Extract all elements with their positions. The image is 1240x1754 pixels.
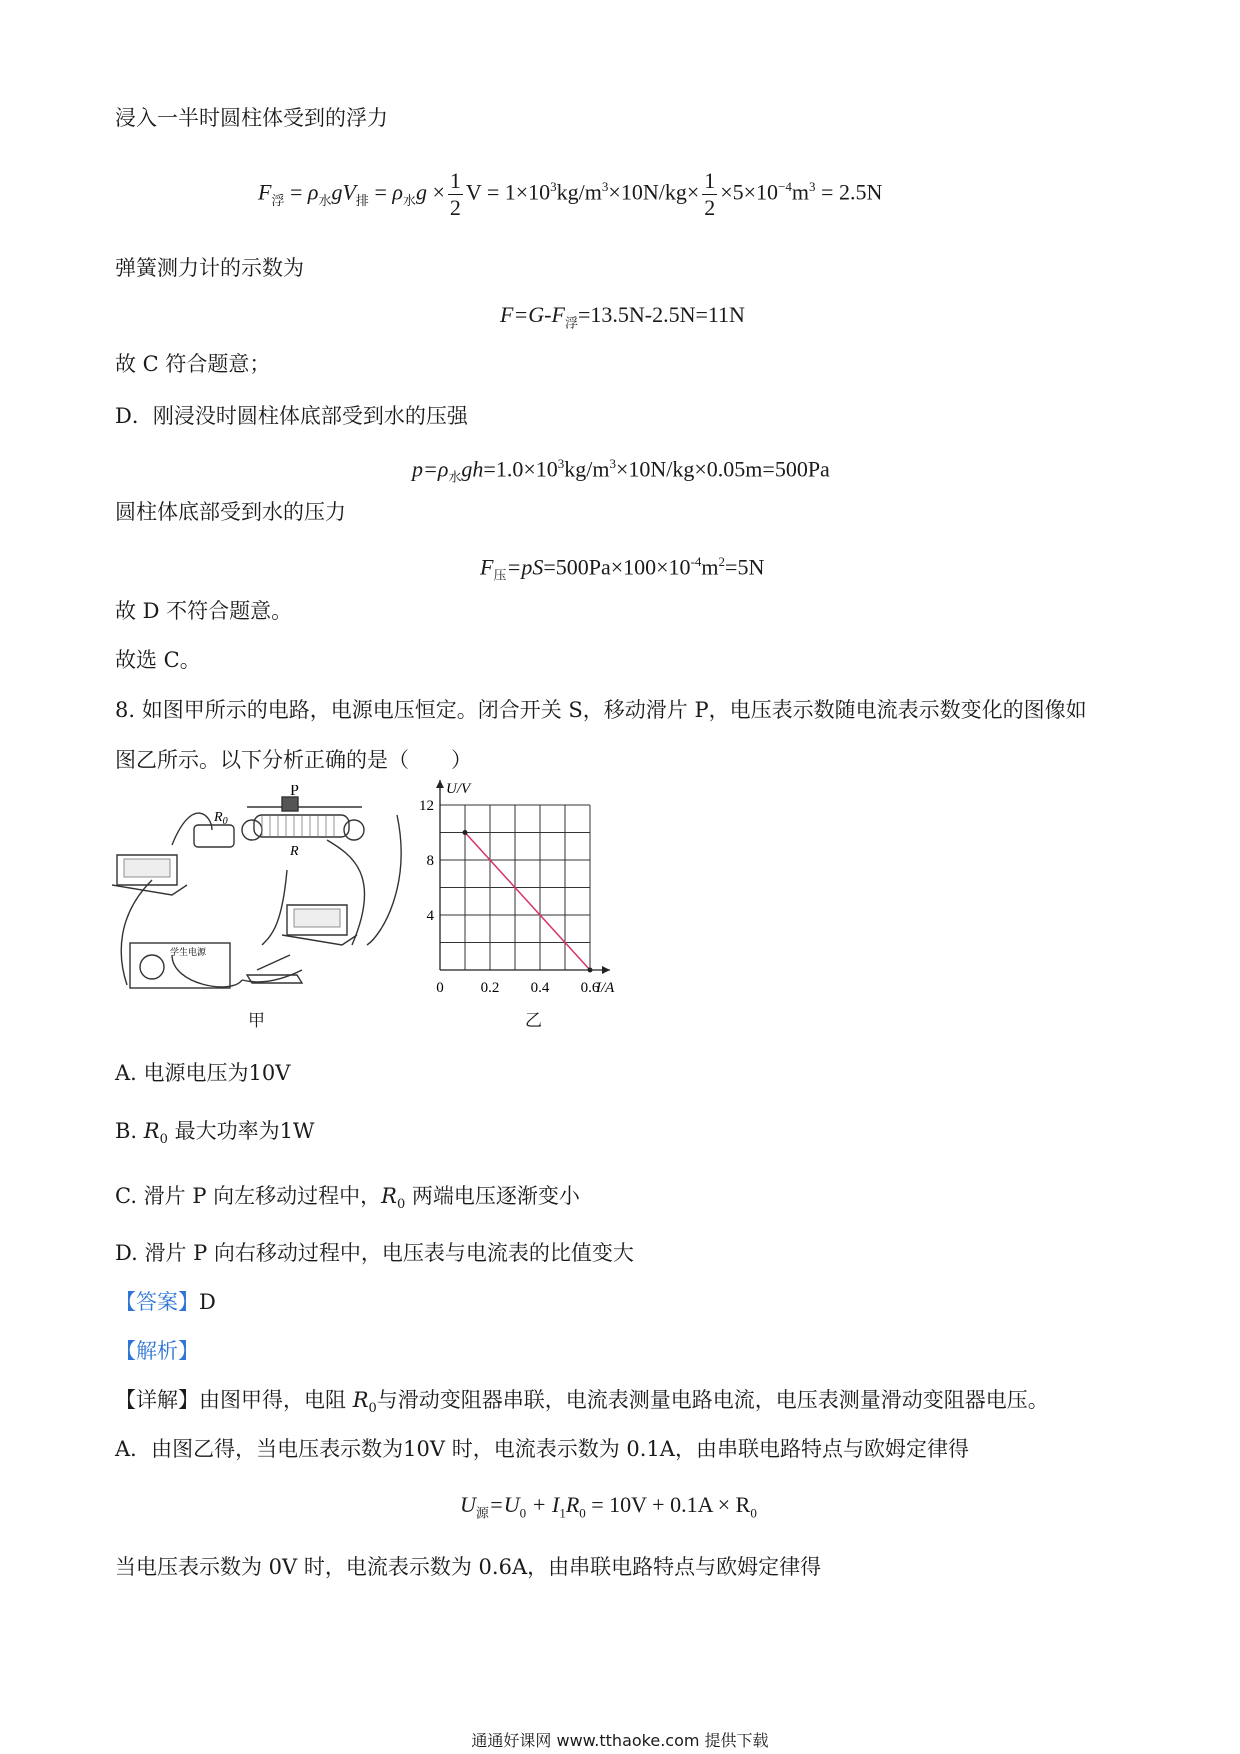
question-8-line1: 8. 如图甲所示的电路，电源电压恒定。闭合开关 S，移动滑片 P，电压表示数随电流表示数变化的图像如 xyxy=(115,698,1087,722)
source-voltage-equation: $U_源=U_0 + I_1R_0 = 10V + 0.1A \times R_0$ xyxy=(460,1492,757,1521)
question-8-line2: 图乙所示。以下分析正确的是（ ） xyxy=(115,748,472,772)
analysis-tag: 【解析】 xyxy=(115,1339,199,1363)
r0-label: $R_0$ xyxy=(214,810,228,827)
y-axis-arrow xyxy=(436,780,444,788)
x-axis-label: I/A xyxy=(596,980,615,996)
spring-scale-equation: $F=G-F_浮=13.5N-2.5N=11N$ xyxy=(500,302,745,331)
fraction-half: $\frac{1}{2}$ xyxy=(704,168,716,220)
x-axis-arrow xyxy=(602,966,610,974)
footer: 通通好课网 www.tthaoke.com 提供下载 xyxy=(471,1731,769,1750)
data-point xyxy=(463,830,468,835)
y-tick-label: 4 xyxy=(426,908,434,924)
option-a: A. 电源电压为10V xyxy=(115,1061,291,1085)
x-tick-label: 0 xyxy=(436,980,444,996)
y-tick-label: 8 xyxy=(426,853,434,869)
x-tick-label: 0.4 xyxy=(530,980,550,996)
text-line: 浸入一半时圆柱体受到的浮力 xyxy=(115,106,388,130)
y-tick-label: 12 xyxy=(419,798,434,814)
rheostat-r-label: R xyxy=(290,844,299,859)
text-line: 故选 C。 xyxy=(115,648,201,672)
detail-line: 【详解】由图甲得，电阻 $R_0$与滑动变阻器串联，电流表测量电路电流，电压表测量滑动变阻器电压。 xyxy=(115,1388,1049,1417)
slider-p-label: P xyxy=(290,785,299,799)
ui-chart xyxy=(400,775,670,1000)
x-tick-label: 0.6 xyxy=(580,980,600,996)
circuit-figure xyxy=(112,785,412,1005)
option-d: D. 滑片 P 向右移动过程中，电压表与电流表的比值变大 xyxy=(115,1241,634,1265)
x-tick-label: 0.2 xyxy=(480,980,500,996)
pressure-equation: $p=\rho_水gh=1.0\times 10^3kg/m^3\times 10N/kg\times 0.05m=500Pa$ xyxy=(412,456,830,485)
data-point xyxy=(588,968,593,973)
option-c: C. 滑片 P 向左移动过程中，$R_0$ 两端电压逐渐变小 xyxy=(115,1184,580,1213)
text-line: 弹簧测力计的示数为 xyxy=(115,256,304,280)
power-supply-label: 学生电源 xyxy=(170,947,207,957)
y-axis-label: U/V xyxy=(446,781,471,797)
text-line: 当电压表示数为 0V 时，电流表示数为 0.6A，由串联电路特点与欧姆定律得 xyxy=(115,1555,822,1579)
figure-label-yi: 乙 xyxy=(525,1011,542,1031)
series-line xyxy=(465,833,590,971)
buoyancy-equation: $F_浮 = \rho_水gV_排 = \rho_水g$ × $\frac{1}{2}$ $V = 1\times 10^3kg/m^3\times 10N/kg\times$ $\frac{1}{2}$ $\times 5\times 10^{-4}m^3 = 2.5N$ xyxy=(258,168,883,220)
text-line: D．刚浸没时圆柱体底部受到水的压强 xyxy=(115,404,468,428)
force-equation: $F_压=pS=500Pa\times 100\times 10^{-4}m^2=5N$ xyxy=(480,554,765,583)
answer-line: 【答案】D xyxy=(115,1290,216,1314)
text-line: 圆柱体底部受到水的压力 xyxy=(115,500,346,524)
fraction-half: $\frac{1}{2}$ xyxy=(449,168,461,220)
figure-label-jia: 甲 xyxy=(248,1011,265,1031)
text-line: 故 D 不符合题意。 xyxy=(115,599,293,623)
text-line: 故 C 符合题意； xyxy=(115,352,271,376)
a-analysis-line: A．由图乙得，当电压表示数为10V 时，电流表示数为 0.1A，由串联电路特点与欧姆定律得 xyxy=(115,1437,969,1461)
option-b: B. $R_0$ 最大功率为1W xyxy=(115,1119,315,1148)
